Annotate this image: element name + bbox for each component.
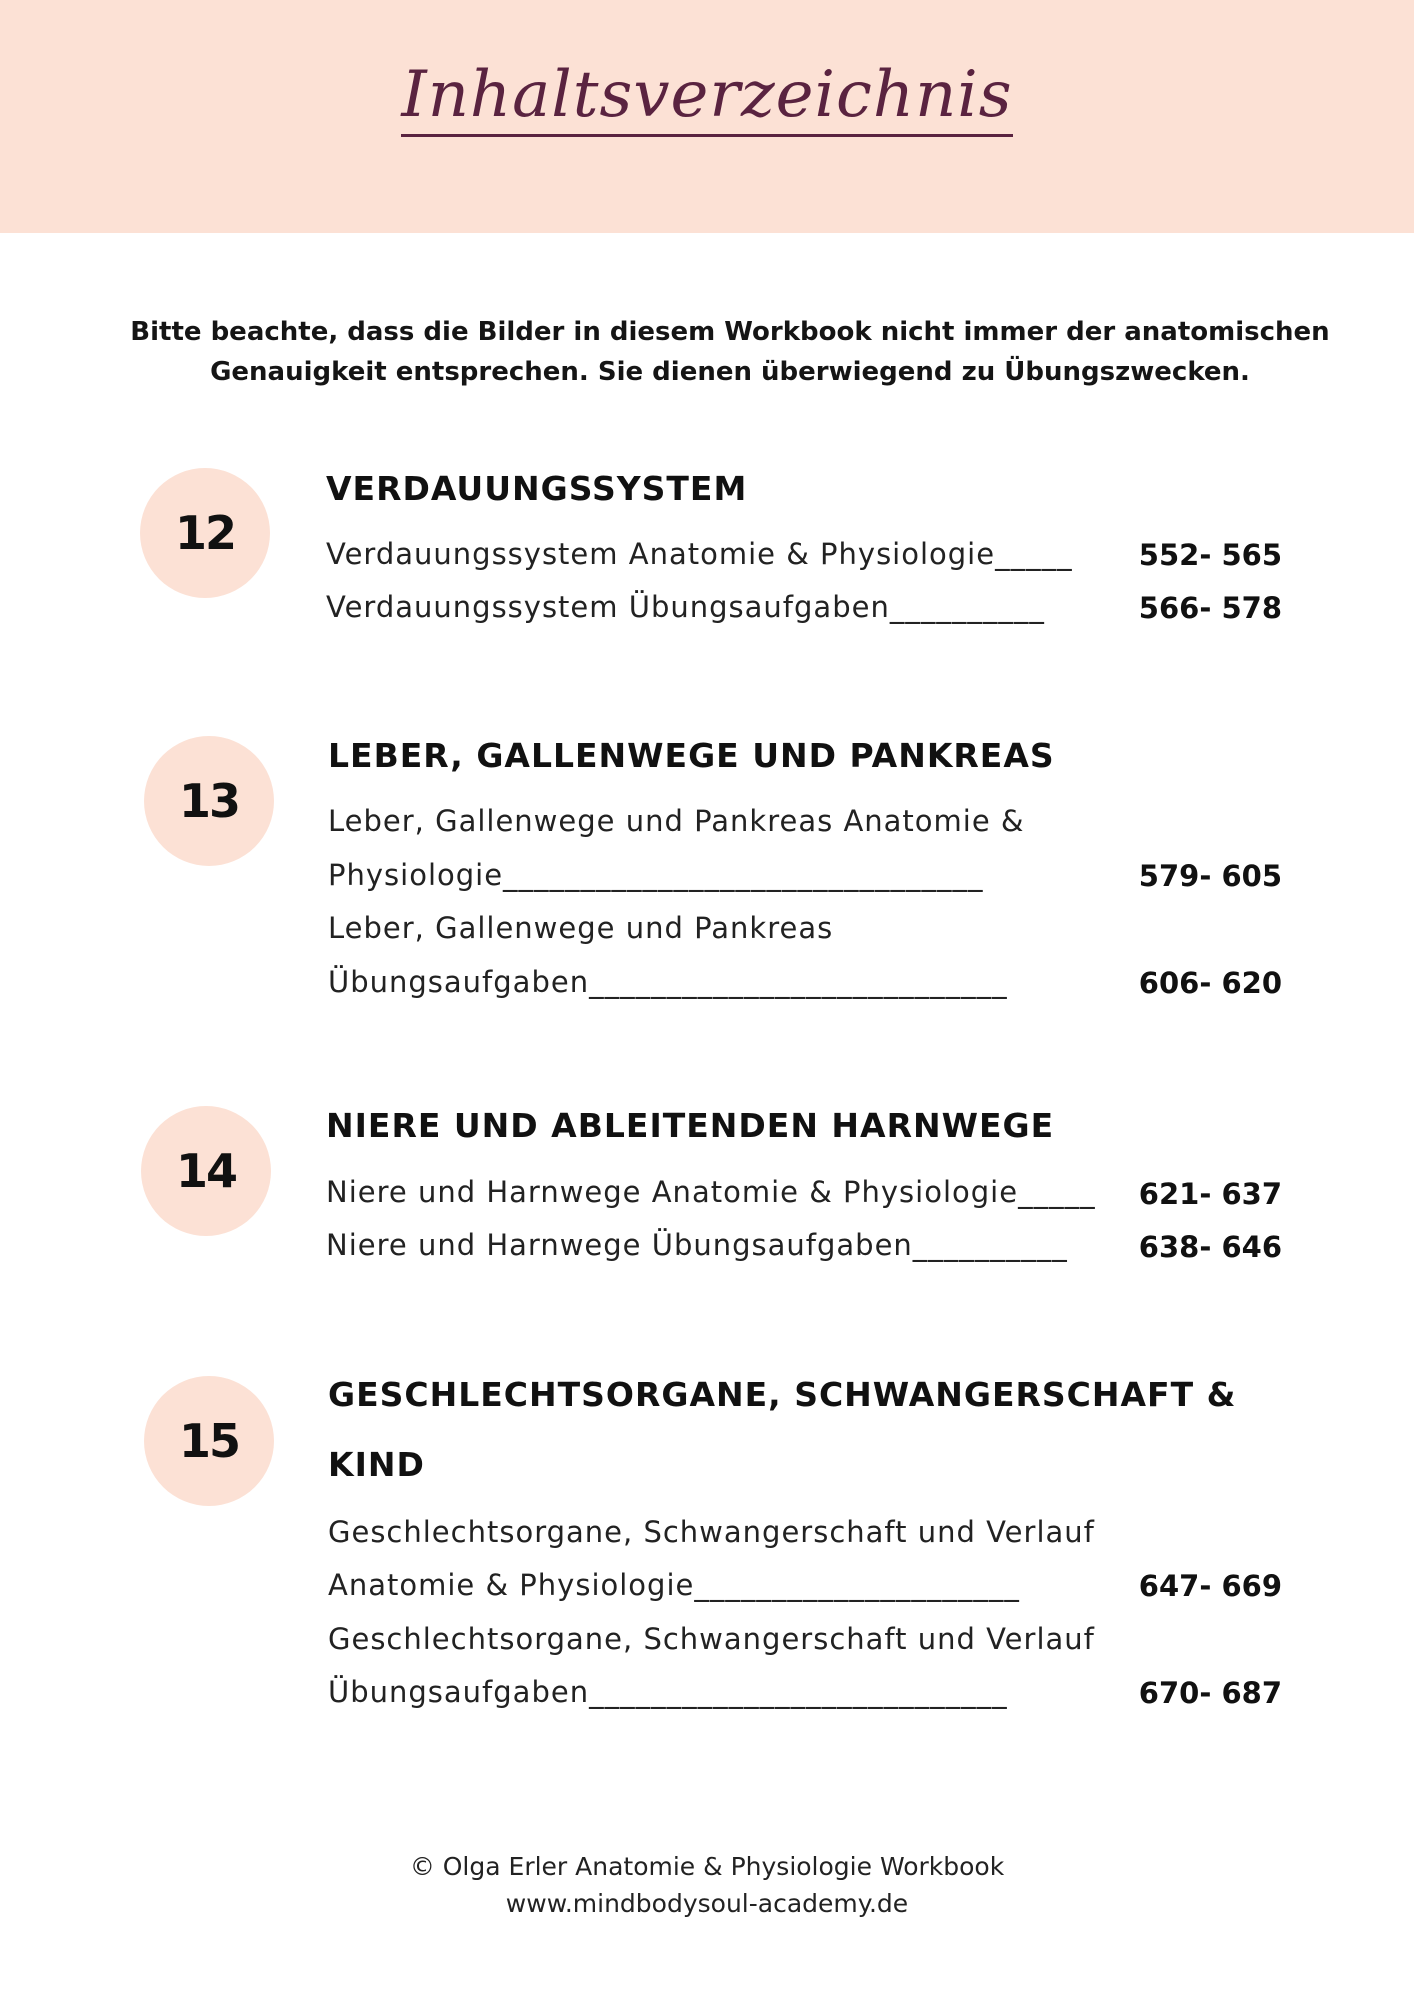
toc-entry[interactable]: Verdauungssystem Anatomie & Physiologie_____ (326, 537, 1073, 571)
page-title: Inhaltsverzeichnis (0, 58, 1414, 132)
chapter-title-line-1: GESCHLECHTSORGANE, SCHWANGERSCHAFT & (328, 1375, 1237, 1414)
notice-line-2: Genauigkeit entsprechen. Sie dienen überwiegend zu Übungszwecken. (210, 357, 1250, 387)
chapter-title-line-2: KIND (328, 1445, 425, 1484)
disclaimer-notice (0, 312, 1414, 392)
toc-page-range: 670- 687 (1138, 1676, 1282, 1710)
toc-entry-line-2[interactable]: Übungsaufgaben___________________________ (328, 965, 1008, 999)
toc-page-range: 552- 565 (1138, 538, 1282, 572)
toc-entry-line-1[interactable]: Geschlechtsorgane, Schwangerschaft und Verlauf (328, 1515, 1095, 1549)
chapter-title: VERDAUUNGSSYSTEM (326, 469, 748, 508)
toc-page-range: 647- 669 (1138, 1569, 1282, 1603)
chapter-number-badge: 12 (140, 468, 270, 598)
toc-entry-line-1[interactable]: Leber, Gallenwege und Pankreas Anatomie & (328, 804, 1025, 838)
chapter-number-badge: 13 (144, 736, 274, 866)
toc-page-range: 621- 637 (1138, 1177, 1282, 1211)
toc-entry[interactable]: Niere und Harnwege Anatomie & Physiologie_____ (326, 1175, 1096, 1209)
toc-entry-line-2[interactable]: Übungsaufgaben___________________________ (328, 1675, 1008, 1709)
toc-entry[interactable]: Verdauungssystem Übungsaufgaben__________ (326, 590, 1045, 624)
notice-line-1: Bitte beachte, dass die Bilder in diesem Workbook nicht immer der anatomischen (130, 317, 1330, 347)
toc-entry-line-1[interactable]: Leber, Gallenwege und Pankreas (328, 911, 834, 945)
chapter-number-badge: 15 (144, 1376, 274, 1506)
chapter-number-badge: 14 (141, 1106, 271, 1236)
toc-entry[interactable]: Niere und Harnwege Übungsaufgaben__________ (326, 1228, 1068, 1262)
toc-page-range: 566- 578 (1138, 591, 1282, 625)
chapter-title: LEBER, GALLENWEGE UND PANKREAS (328, 736, 1055, 775)
footer-website-link[interactable]: www.mindbodysoul-academy.de (505, 1889, 909, 1918)
toc-entry-line-1[interactable]: Geschlechtsorgane, Schwangerschaft und Verlauf (328, 1622, 1095, 1656)
toc-page-range: 579- 605 (1138, 859, 1282, 893)
footer (0, 1848, 1414, 1922)
chapter-title: NIERE UND ABLEITENDEN HARNWEGE (326, 1106, 1055, 1145)
toc-page-range: 638- 646 (1138, 1230, 1282, 1264)
toc-page-range: 606- 620 (1138, 966, 1282, 1000)
toc-entry-line-2[interactable]: Physiologie_______________________________ (328, 858, 984, 892)
toc-entry-line-2[interactable]: Anatomie & Physiologie_____________________ (328, 1568, 1020, 1602)
footer-copyright: © Olga Erler Anatomie & Physiologie Workbook (409, 1852, 1005, 1881)
